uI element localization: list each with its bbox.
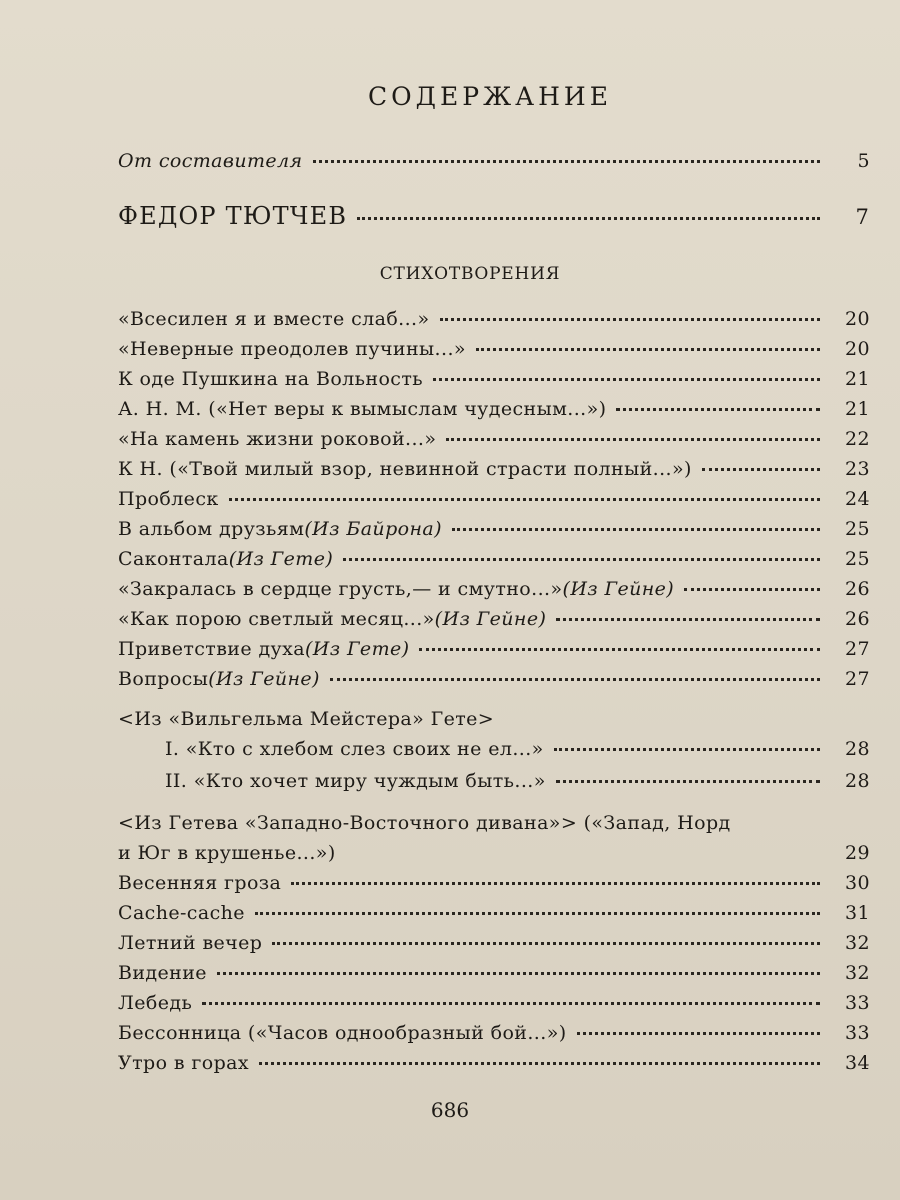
toc-page-number: 34 <box>845 1052 870 1074</box>
toc-entry <box>118 638 870 668</box>
toc-entry-text: и Юг в крушенье...») <box>118 842 336 864</box>
toc-entry-text: От составителя <box>118 150 303 172</box>
toc-entry-source: (Из Гейне) <box>208 668 320 690</box>
toc-page-number: 26 <box>845 608 870 630</box>
toc-entry-source: (Из Гете) <box>304 638 410 660</box>
dot-leader <box>554 748 820 751</box>
toc-page-number: 32 <box>845 932 870 954</box>
toc-subentry <box>165 770 870 800</box>
toc-page-number: 33 <box>845 1022 870 1044</box>
toc-entry <box>118 962 870 992</box>
dot-leader <box>419 648 820 651</box>
toc-entry-text: «На камень жизни роковой...» <box>118 428 437 450</box>
toc-entry-text: Cache-cache <box>118 902 245 924</box>
toc-entry-author <box>118 202 870 232</box>
dot-leader <box>702 468 820 471</box>
toc-entry <box>118 812 870 842</box>
toc-entry-source: (Из Гейне) <box>562 578 675 600</box>
toc-page-number: 28 <box>845 770 870 792</box>
toc-page-number: 22 <box>845 428 870 450</box>
toc-entry-text: «Неверные преодолев пучины...» <box>118 338 466 360</box>
toc-entry <box>118 308 870 338</box>
toc-entry <box>118 548 870 578</box>
toc-page-number: 31 <box>845 902 870 924</box>
dot-leader <box>217 972 820 975</box>
toc-entry-text: А. Н. М. («Нет веры к вымыслам чудесным...») <box>118 398 607 420</box>
toc-page-number: 25 <box>845 548 870 570</box>
toc-entry-text: II. «Кто хочет миру чуждым быть...» <box>165 770 546 792</box>
toc-entry-source: (Из Гете) <box>228 548 334 570</box>
toc-entry <box>118 608 870 638</box>
toc-page-number: 27 <box>845 638 870 660</box>
page-number: 686 <box>430 1098 470 1122</box>
toc-entry-text: Саконтала <box>118 548 229 570</box>
dot-leader <box>229 498 820 501</box>
toc-entry-text: В альбом друзьям <box>118 518 305 540</box>
toc-page-number: 23 <box>845 458 870 480</box>
toc-page-number: 30 <box>845 872 870 894</box>
toc-entry-text: «Всесилен я и вместе слаб...» <box>118 308 430 330</box>
toc-entry-text: ФЕДОР ТЮТЧЕВ <box>118 202 348 230</box>
toc-entry <box>118 428 870 458</box>
dot-leader <box>433 378 820 381</box>
toc-page-number: 26 <box>845 578 870 600</box>
toc-page-number: 29 <box>845 842 870 864</box>
dot-leader <box>684 588 820 591</box>
toc-entry <box>118 902 870 932</box>
toc-page-number: 28 <box>845 738 870 760</box>
toc-entry <box>118 668 870 698</box>
toc-entry <box>118 338 870 368</box>
toc-entry <box>118 398 870 428</box>
toc-page-number: 33 <box>845 992 870 1014</box>
dot-leader <box>452 528 820 531</box>
dot-leader <box>272 942 820 945</box>
toc-entry-text: Проблеск <box>118 488 219 510</box>
toc-entry <box>118 1022 870 1052</box>
toc-page-number: 20 <box>845 338 870 360</box>
toc-entry <box>118 488 870 518</box>
toc-entry <box>118 932 870 962</box>
dot-leader <box>446 438 820 441</box>
toc-entry-text: К Н. («Твой милый взор, невинной страсти полный...») <box>118 458 692 480</box>
toc-entry-source: (Из Байрона) <box>304 518 442 540</box>
toc-entry-text: «Как порою светлый месяц...» <box>118 608 435 630</box>
toc-subentry <box>165 738 870 768</box>
toc-page-number: 25 <box>845 518 870 540</box>
toc-entry <box>118 518 870 548</box>
toc-entry-text: Видение <box>118 962 207 984</box>
dot-leader <box>259 1062 820 1065</box>
toc-page-number: 27 <box>845 668 870 690</box>
dot-leader <box>330 678 820 681</box>
toc-entry <box>118 578 870 608</box>
dot-leader <box>440 318 821 321</box>
toc-entry-text: К оде Пушкина на Вольность <box>118 368 423 390</box>
toc-entry-text: <Из «Вильгельма Мейстера» Гете> <box>118 708 495 730</box>
dot-leader <box>357 217 820 220</box>
section-heading: СТИХОТВОРЕНИЯ <box>379 264 561 284</box>
dot-leader <box>313 160 820 163</box>
toc-entry-text: Лебедь <box>118 992 193 1014</box>
toc-entry-text: Весенняя гроза <box>118 872 282 894</box>
dot-leader <box>577 1032 820 1035</box>
dot-leader <box>255 912 820 915</box>
page-title: СОДЕРЖАНИЕ <box>368 82 612 111</box>
toc-entry-text: Утро в горах <box>118 1052 250 1074</box>
dot-leader <box>343 558 820 561</box>
toc-page-number: 20 <box>845 308 870 330</box>
dot-leader <box>476 348 820 351</box>
toc-group-heading <box>118 708 870 738</box>
toc-entry <box>118 368 870 398</box>
toc-page-number: 21 <box>845 368 870 390</box>
toc-entry <box>118 1052 870 1082</box>
toc-entry-text: I. «Кто с хлебом слез своих не ел...» <box>165 738 544 760</box>
toc-entry-text: Приветствие духа <box>118 638 305 660</box>
dot-leader <box>202 1002 820 1005</box>
toc-entry <box>118 872 870 902</box>
toc-entry <box>118 992 870 1022</box>
toc-page-number: 24 <box>845 488 870 510</box>
dot-leader <box>291 882 820 885</box>
toc-entry-continuation <box>118 842 870 872</box>
toc-page-number: 32 <box>845 962 870 984</box>
toc-entry <box>118 458 870 488</box>
dot-leader <box>616 408 820 411</box>
toc-entry-text: «Закралась в сердце грусть,— и смутно...» <box>118 578 563 600</box>
dot-leader <box>556 618 820 621</box>
dot-leader <box>556 780 820 783</box>
toc-entry-from-compiler <box>118 150 870 180</box>
toc-entry-text: Бессонница («Часов однообразный бой...») <box>118 1022 567 1044</box>
toc-entry-text: <Из Гетева «Западно-Восточного дивана»> («Запад, Норд <box>118 812 731 834</box>
toc-entry-text: Вопросы <box>118 668 209 690</box>
toc-page-number: 7 <box>855 205 870 229</box>
toc-page-number: 21 <box>845 398 870 420</box>
toc-entry-text: Летний вечер <box>118 932 263 954</box>
toc-entry-source: (Из Гейне) <box>434 608 547 630</box>
toc-page-number: 5 <box>857 150 870 172</box>
